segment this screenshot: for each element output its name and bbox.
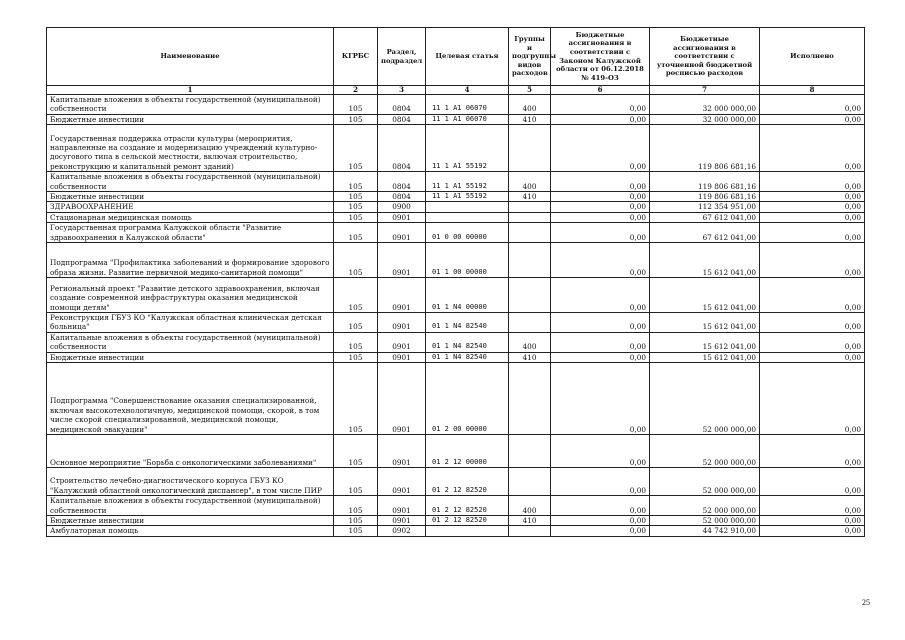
cell-section: 0901 xyxy=(378,363,426,435)
cell-revised: 52 000 000,00 xyxy=(650,435,760,468)
cell-revised: 119 806 681,16 xyxy=(650,192,760,202)
cell-target: 01 1 N4 82540 xyxy=(426,313,509,333)
cell-group: 410 xyxy=(509,192,551,202)
header-law: Бюджетные ассигнования в соответствии с Законом Калужской области от 06.12.2018 № 419-ОЗ xyxy=(551,28,650,86)
cell-section: 0804 xyxy=(378,95,426,115)
cell-section: 0902 xyxy=(378,526,426,536)
table-row xyxy=(47,192,865,202)
header-target: Целевая статья xyxy=(426,28,509,86)
cell-executed: 0,00 xyxy=(760,526,865,536)
cell-revised: 15 612 041,00 xyxy=(650,313,760,333)
cell-section: 0901 xyxy=(378,352,426,362)
cell-group: 410 xyxy=(509,515,551,525)
column-number: 7 xyxy=(650,86,760,95)
cell-name: Стационарная медицинская помощь xyxy=(47,212,334,222)
table-row xyxy=(47,278,865,313)
cell-law: 0,00 xyxy=(551,125,650,172)
cell-law: 0,00 xyxy=(551,526,650,536)
column-number: 8 xyxy=(760,86,865,95)
cell-target xyxy=(426,212,509,222)
cell-name: Бюджетные инвестиции xyxy=(47,352,334,362)
cell-name: Подпрограмма "Совершенствование оказания специализированной, включая высокотехнологичную, медицинской помощи, скорой, в том числе скорой специализированной, медицинской помощи, медицинской эвакуации" xyxy=(47,363,334,435)
table-row xyxy=(47,468,865,496)
cell-target: 01 0 00 00000 xyxy=(426,223,509,243)
cell-law: 0,00 xyxy=(551,95,650,115)
cell-group: 400 xyxy=(509,496,551,516)
cell-revised: 32 000 000,00 xyxy=(650,114,760,124)
table-row xyxy=(47,243,865,278)
header-kgrbs: КГРБС xyxy=(334,28,378,86)
cell-revised: 52 000 000,00 xyxy=(650,496,760,516)
cell-kgrbs: 105 xyxy=(334,223,378,243)
cell-executed: 0,00 xyxy=(760,515,865,525)
cell-kgrbs: 105 xyxy=(334,515,378,525)
table-row xyxy=(47,223,865,243)
cell-kgrbs: 105 xyxy=(334,363,378,435)
cell-section: 0901 xyxy=(378,313,426,333)
cell-name: Региональный проект "Развитие детского здравоохранения, включая создание современной инфраструктуры оказания медицинской помощи детям" xyxy=(47,278,334,313)
cell-section: 0901 xyxy=(378,332,426,352)
cell-section: 0901 xyxy=(378,243,426,278)
cell-section: 0901 xyxy=(378,515,426,525)
cell-target: 01 2 12 00000 xyxy=(426,435,509,468)
cell-revised: 67 612 041,00 xyxy=(650,212,760,222)
cell-executed: 0,00 xyxy=(760,278,865,313)
cell-kgrbs: 105 xyxy=(334,172,378,192)
cell-executed: 0,00 xyxy=(760,435,865,468)
cell-group xyxy=(509,278,551,313)
cell-law: 0,00 xyxy=(551,243,650,278)
table-row xyxy=(47,114,865,124)
cell-kgrbs: 105 xyxy=(334,125,378,172)
cell-revised: 52 000 000,00 xyxy=(650,363,760,435)
cell-revised: 15 612 041,00 xyxy=(650,332,760,352)
cell-executed: 0,00 xyxy=(760,172,865,192)
table-row xyxy=(47,352,865,362)
cell-kgrbs: 105 xyxy=(334,313,378,333)
cell-target: 01 2 12 82520 xyxy=(426,496,509,516)
cell-target: 11 1 A1 06070 xyxy=(426,95,509,115)
cell-section: 0804 xyxy=(378,192,426,202)
cell-revised: 52 000 000,00 xyxy=(650,515,760,525)
cell-group xyxy=(509,223,551,243)
header-name: Наименование xyxy=(47,28,334,86)
cell-target: 01 1 N4 82540 xyxy=(426,352,509,362)
cell-target: 01 1 N4 82540 xyxy=(426,332,509,352)
cell-name: Капитальные вложения в объекты государственной (муниципальной) собственности xyxy=(47,172,334,192)
table-row xyxy=(47,363,865,435)
cell-name: Государственная поддержка отрасли культуры (мероприятия, направленные на создание и модернизацию учреждений культурно-досугового типа в сельской местности, включая строительство, реконструкцию и капитальный ремонт зданий) xyxy=(47,125,334,172)
cell-target: 11 1 A1 55192 xyxy=(426,192,509,202)
cell-name: Капитальные вложения в объекты государственной (муниципальной) собственности xyxy=(47,95,334,115)
column-number: 6 xyxy=(551,86,650,95)
cell-law: 0,00 xyxy=(551,223,650,243)
cell-law: 0,00 xyxy=(551,192,650,202)
cell-group xyxy=(509,526,551,536)
cell-kgrbs: 105 xyxy=(334,468,378,496)
cell-target xyxy=(426,202,509,212)
cell-section: 0804 xyxy=(378,172,426,192)
column-number: 3 xyxy=(378,86,426,95)
cell-executed: 0,00 xyxy=(760,95,865,115)
cell-target: 01 2 00 00000 xyxy=(426,363,509,435)
cell-law: 0,00 xyxy=(551,352,650,362)
table-row xyxy=(47,515,865,525)
column-number: 4 xyxy=(426,86,509,95)
cell-executed: 0,00 xyxy=(760,313,865,333)
cell-executed: 0,00 xyxy=(760,192,865,202)
cell-name: Амбулаторная помощь xyxy=(47,526,334,536)
cell-law: 0,00 xyxy=(551,435,650,468)
cell-section: 0901 xyxy=(378,212,426,222)
cell-executed: 0,00 xyxy=(760,363,865,435)
column-numbers-row xyxy=(47,86,865,95)
column-number: 5 xyxy=(509,86,551,95)
column-number: 2 xyxy=(334,86,378,95)
header-row xyxy=(47,28,865,86)
cell-section: 0901 xyxy=(378,223,426,243)
cell-name: Бюджетные инвестиции xyxy=(47,114,334,124)
cell-revised: 52 000 000,00 xyxy=(650,468,760,496)
cell-law: 0,00 xyxy=(551,313,650,333)
table-row xyxy=(47,496,865,516)
table-row xyxy=(47,125,865,172)
table-row xyxy=(47,526,865,536)
cell-executed: 0,00 xyxy=(760,468,865,496)
cell-section: 0900 xyxy=(378,202,426,212)
cell-kgrbs: 105 xyxy=(334,114,378,124)
cell-name: Бюджетные инвестиции xyxy=(47,192,334,202)
cell-law: 0,00 xyxy=(551,172,650,192)
cell-revised: 67 612 041,00 xyxy=(650,223,760,243)
table-body xyxy=(47,95,865,537)
header-revised: Бюджетные ассигнования в соответствии с уточненной бюджетной росписью расходов xyxy=(650,28,760,86)
cell-name: Бюджетные инвестиции xyxy=(47,515,334,525)
cell-group xyxy=(509,125,551,172)
cell-revised: 119 806 681,16 xyxy=(650,172,760,192)
table-row xyxy=(47,313,865,333)
table-row xyxy=(47,95,865,115)
cell-revised: 44 742 910,00 xyxy=(650,526,760,536)
header-section: Раздел, подраздел xyxy=(378,28,426,86)
cell-kgrbs: 105 xyxy=(334,278,378,313)
cell-name: Капитальные вложения в объекты государственной (муниципальной) собственности xyxy=(47,332,334,352)
cell-name: Основное мероприятие "Борьба с онкологическими заболеваниями" xyxy=(47,435,334,468)
table-row xyxy=(47,332,865,352)
cell-kgrbs: 105 xyxy=(334,526,378,536)
cell-revised: 32 000 000,00 xyxy=(650,95,760,115)
cell-group xyxy=(509,212,551,222)
cell-executed: 0,00 xyxy=(760,212,865,222)
cell-executed: 0,00 xyxy=(760,352,865,362)
cell-revised: 119 806 681,16 xyxy=(650,125,760,172)
cell-law: 0,00 xyxy=(551,496,650,516)
cell-group xyxy=(509,313,551,333)
cell-executed: 0,00 xyxy=(760,125,865,172)
cell-executed: 0,00 xyxy=(760,496,865,516)
cell-section: 0804 xyxy=(378,114,426,124)
cell-target: 01 1 00 00000 xyxy=(426,243,509,278)
cell-section: 0901 xyxy=(378,468,426,496)
cell-executed: 0,00 xyxy=(760,114,865,124)
cell-target: 11 1 A1 55192 xyxy=(426,125,509,172)
cell-target: 01 2 12 82520 xyxy=(426,468,509,496)
cell-name: ЗДРАВООХРАНЕНИЕ xyxy=(47,202,334,212)
cell-law: 0,00 xyxy=(551,468,650,496)
cell-executed: 0,00 xyxy=(760,202,865,212)
cell-target: 01 1 N4 00000 xyxy=(426,278,509,313)
cell-group: 400 xyxy=(509,332,551,352)
cell-name: Государственная программа Калужской области "Развитие здравоохранения в Калужской области" xyxy=(47,223,334,243)
cell-revised: 15 612 041,00 xyxy=(650,278,760,313)
cell-group: 400 xyxy=(509,172,551,192)
cell-revised: 112 354 951,00 xyxy=(650,202,760,212)
cell-target xyxy=(426,526,509,536)
cell-executed: 0,00 xyxy=(760,243,865,278)
cell-target: 01 2 12 82520 xyxy=(426,515,509,525)
cell-section: 0901 xyxy=(378,496,426,516)
cell-group xyxy=(509,468,551,496)
cell-law: 0,00 xyxy=(551,363,650,435)
cell-kgrbs: 105 xyxy=(334,212,378,222)
cell-executed: 0,00 xyxy=(760,223,865,243)
cell-group xyxy=(509,243,551,278)
cell-kgrbs: 105 xyxy=(334,332,378,352)
header-executed: Исполнено xyxy=(760,28,865,86)
cell-kgrbs: 105 xyxy=(334,435,378,468)
budget-table-sheet xyxy=(46,27,864,537)
cell-kgrbs: 105 xyxy=(334,95,378,115)
cell-law: 0,00 xyxy=(551,515,650,525)
cell-group: 410 xyxy=(509,114,551,124)
cell-revised: 15 612 041,00 xyxy=(650,243,760,278)
cell-law: 0,00 xyxy=(551,114,650,124)
table-row xyxy=(47,435,865,468)
cell-law: 0,00 xyxy=(551,332,650,352)
cell-kgrbs: 105 xyxy=(334,496,378,516)
cell-group xyxy=(509,435,551,468)
cell-group xyxy=(509,202,551,212)
cell-target: 11 1 A1 55192 xyxy=(426,172,509,192)
budget-table xyxy=(46,27,865,537)
cell-section: 0804 xyxy=(378,125,426,172)
cell-executed: 0,00 xyxy=(760,332,865,352)
cell-section: 0901 xyxy=(378,278,426,313)
cell-kgrbs: 105 xyxy=(334,243,378,278)
cell-target: 11 1 A1 06070 xyxy=(426,114,509,124)
cell-revised: 15 612 041,00 xyxy=(650,352,760,362)
header-groups: Группы и подгруппы видов расходов xyxy=(509,28,551,86)
table-row xyxy=(47,202,865,212)
column-number: 1 xyxy=(47,86,334,95)
page-number: 25 xyxy=(862,598,870,607)
cell-kgrbs: 105 xyxy=(334,202,378,212)
cell-name: Реконструкция ГБУЗ КО "Калужская областная клиническая детская больница" xyxy=(47,313,334,333)
cell-section: 0901 xyxy=(378,435,426,468)
cell-name: Строительство лечебно-диагностического корпуса ГБУЗ КО "Калужский областной онкологический диспансер", в том числе ПИР xyxy=(47,468,334,496)
cell-law: 0,00 xyxy=(551,212,650,222)
table-row xyxy=(47,212,865,222)
cell-group: 400 xyxy=(509,95,551,115)
cell-kgrbs: 105 xyxy=(334,192,378,202)
cell-law: 0,00 xyxy=(551,278,650,313)
cell-name: Подпрограмма "Профилактика заболеваний и формирование здорового образа жизни. Развитие первичной медико-санитарной помощи" xyxy=(47,243,334,278)
table-row xyxy=(47,172,865,192)
cell-group xyxy=(509,363,551,435)
cell-law: 0,00 xyxy=(551,202,650,212)
cell-kgrbs: 105 xyxy=(334,352,378,362)
cell-group: 410 xyxy=(509,352,551,362)
cell-name: Капитальные вложения в объекты государственной (муниципальной) собственности xyxy=(47,496,334,516)
